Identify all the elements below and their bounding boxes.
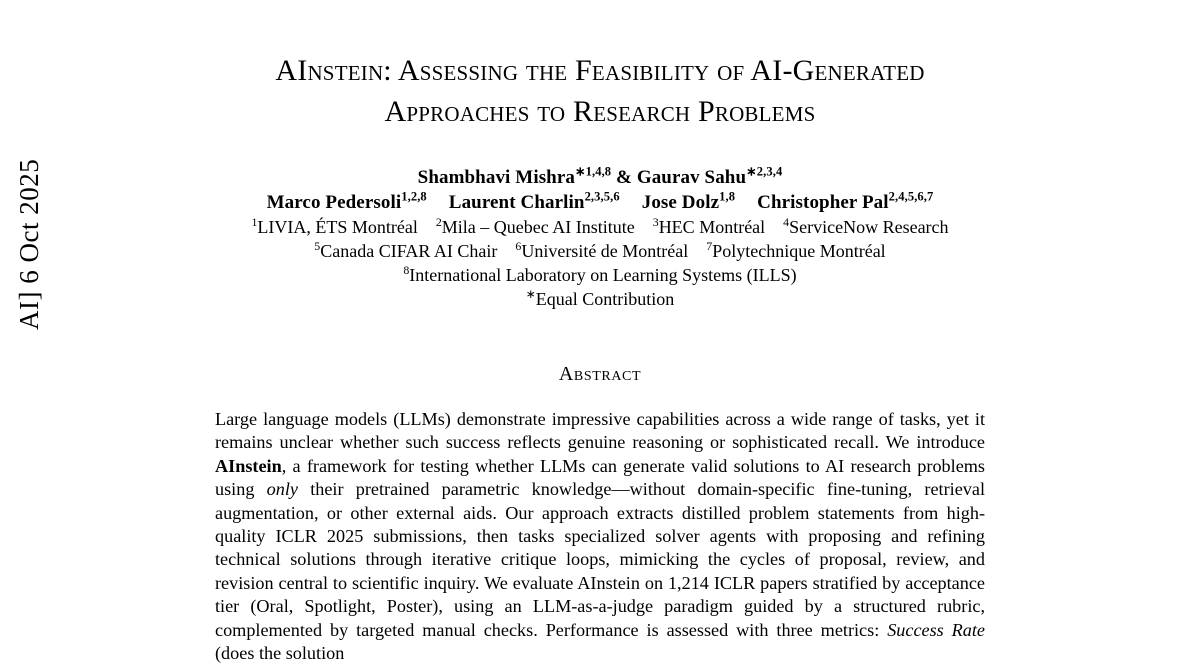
author-row-primary	[120, 165, 1080, 190]
affiliation-sup-3: 3	[652, 215, 659, 229]
abstract-italic-success-rate: Success Rate	[887, 619, 986, 640]
abstract-bold-ainstein: AInstein	[215, 455, 282, 476]
affiliation-sup-6: 6	[515, 239, 522, 253]
equal-contribution-sup: ∗	[525, 287, 536, 301]
abstract-part-3: their pretrained parametric knowledge—without domain-specific fine-tuning, retrieval augmentation, or other external aids. Our approach extracts distilled problem statements from high-quality ICLR 2025 submissions, then tasks specialized solver agents with proposing and refining technical solutions through iterative critique loops, mimicking the cycles of proposal, review, and revision central to scientific inquiry. We evaluate AInstein on 1,214 ICLR papers stratified by acceptance tier (Oral, Spotlight, Poster), using an LLM-as-a-judge paradigm guided by a structured rubric, complemented by targeted manual checks. Performance is assessed with three metrics:	[215, 479, 985, 640]
affiliation-text-6: Université de Montréal	[521, 241, 689, 261]
author-sup-1: ∗1,4,8	[575, 164, 612, 179]
abstract-part-2: , a framework for testing whether LLMs can generate valid solutions to AI research problems using	[215, 455, 985, 500]
author-name-5: Jose Dolz	[641, 192, 720, 213]
abstract-part-1: Large language models (LLMs) demonstrate impressive capabilities across a wide range of tasks, yet it remains unclear whether such success reflects genuine reasoning or sophisticated recall. We introduce	[215, 409, 985, 453]
title-line-2: Approaches to Research Problems	[384, 95, 816, 128]
paper-page	[120, 0, 1080, 664]
author-ampersand: &	[611, 167, 637, 188]
equal-contribution-text: Equal Contribution	[535, 289, 675, 309]
author-name-3: Marco Pedersoli	[266, 192, 402, 213]
affiliation-text-4: ServiceNow Research	[789, 217, 949, 237]
affiliation-line-3	[120, 263, 1080, 287]
author-row-secondary	[120, 190, 1080, 215]
author-name-6: Christopher Pal	[757, 192, 889, 213]
author-name-1: Shambhavi Mishra	[417, 167, 575, 188]
affiliation-sup-2: 2	[435, 215, 442, 229]
affiliation-sup-8: 8	[403, 263, 410, 277]
affiliation-sup-1: 1	[251, 215, 258, 229]
author-sup-2: ∗2,3,4	[746, 164, 783, 179]
page-title	[120, 50, 1080, 132]
abstract-italic-only: only	[266, 479, 298, 500]
arxiv-stamp: AI] 6 Oct 2025	[14, 158, 44, 330]
affiliation-text-5: Canada CIFAR AI Chair	[320, 241, 498, 261]
abstract-heading: Abstract	[558, 363, 642, 385]
affiliation-line-1	[120, 215, 1080, 239]
affiliation-text-1: LIVIA, ÉTS Montréal	[257, 217, 418, 237]
author-sup-6: 2,4,5,6,7	[888, 189, 934, 204]
author-sup-5: 1,8	[719, 189, 736, 204]
affiliation-text-2: Mila – Quebec AI Institute	[441, 217, 635, 237]
abstract-text	[215, 408, 985, 665]
affiliation-text-7: Polytechnique Montréal	[712, 241, 886, 261]
author-name-4: Laurent Charlin	[448, 192, 585, 213]
author-sup-3: 1,2,8	[401, 189, 427, 204]
author-name-2: Gaurav Sahu	[636, 167, 747, 188]
affiliation-sup-4: 4	[783, 215, 790, 229]
author-sup-4: 2,3,5,6	[584, 189, 620, 204]
affiliation-line-2	[120, 239, 1080, 263]
affiliation-sup-5: 5	[314, 239, 321, 253]
equal-contribution-note	[120, 287, 1080, 311]
abstract-part-4: (does the solution	[215, 643, 345, 664]
affiliation-text-3: HEC Montréal	[658, 217, 766, 237]
title-line-1: AInstein: Assessing the Feasibility of AI-Generated	[275, 54, 925, 87]
author-block	[120, 165, 1080, 311]
affiliation-text-8: International Laboratory on Learning Systems (ILLS)	[409, 265, 797, 285]
affiliation-sup-7: 7	[706, 239, 713, 253]
